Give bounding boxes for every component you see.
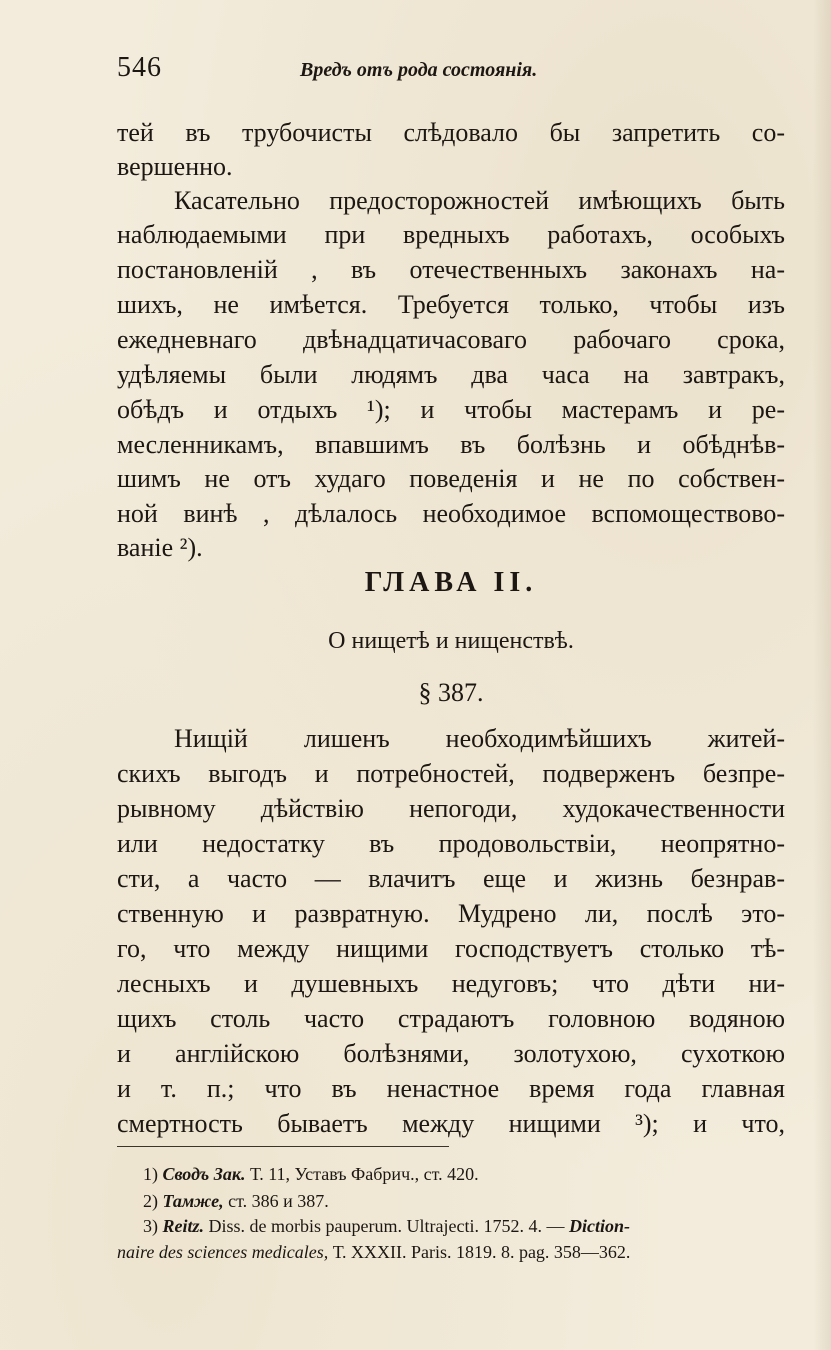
footnote-marker: 1) — [143, 1164, 158, 1184]
chapter-subtitle: О нищетѣ и нищенствѣ. — [328, 628, 574, 654]
text-line: щихъ столь часто страдаютъ головною водяною — [117, 1004, 785, 1033]
text-line: месленникамъ, впавшимъ въ болѣзнь и обѣднѣв- — [117, 430, 785, 459]
page-number: 546 — [117, 52, 162, 83]
text-line: скихъ выгодъ и потребностей, подверженъ безпре- — [117, 759, 785, 788]
running-title: Вредъ отъ рода состоянія. — [300, 59, 538, 81]
text-line: го, что между нищими господствуетъ столько тѣ- — [117, 934, 785, 963]
footnote-source-title: naire des sciences medicales, — [117, 1242, 329, 1262]
footnote-divider — [117, 1146, 449, 1147]
section-number: § 387. — [418, 678, 484, 707]
footnote-source: Reitz. — [162, 1216, 205, 1236]
text-line: смертность бываетъ между нищими ³); и что, — [117, 1109, 785, 1138]
footnote-3 — [143, 1214, 630, 1238]
text-line: или недостатку въ продовольствіи, неопрятно- — [117, 829, 785, 858]
text-line: рывному дѣйствію непогоди, худокачественности — [117, 794, 785, 823]
text-line: Касательно предосторожностей имѣющихъ быть — [174, 186, 785, 215]
chapter-title: ГЛАВА II. — [364, 567, 538, 598]
text-line: лесныхъ и душевныхъ недуговъ; что дѣти ни- — [117, 969, 785, 998]
text-line: шимъ не отъ худаго поведенія и не по собствен- — [117, 464, 785, 493]
footnote-text: Diss. de morbis pauperum. Ultrajecti. 1752. 4. — — [208, 1216, 565, 1236]
footnote-marker: 2) — [143, 1191, 158, 1211]
text-line: Нищій лишенъ необходимѣйшихъ житей- — [174, 724, 785, 753]
text-line: сти, а часто — влачитъ еще и жизнь безнрав- — [117, 864, 785, 893]
text-line: удѣляемы были людямъ два часа на завтракъ, — [117, 360, 785, 389]
footnote-source: Сводъ Зак. — [162, 1164, 246, 1184]
text-line: ной винѣ , дѣлалось необходимое вспомоществово- — [117, 499, 785, 528]
footnote-marker: 3) — [143, 1216, 158, 1236]
footnote-source: Тамже, — [162, 1191, 224, 1211]
text-line: шихъ, не имѣется. Требуется только, чтобы изъ — [117, 290, 785, 319]
text-line: и англійскою болѣзнями, золотухою, сухоткою — [117, 1039, 785, 1068]
footnote-2 — [143, 1189, 329, 1213]
footnote-3-continuation — [117, 1240, 630, 1264]
text-line: постановленій , въ отечественныхъ законахъ на- — [117, 255, 785, 284]
text-line: вершенно. — [117, 152, 233, 181]
page-header — [117, 52, 787, 88]
text-line: тей въ трубочисты слѣдовало бы запретить со- — [117, 118, 785, 147]
text-line: и т. п.; что въ ненастное время года главная — [117, 1074, 785, 1103]
footnote-text: ст. 386 и 387. — [228, 1191, 329, 1211]
text-line: ваніе ²). — [117, 533, 203, 562]
text-line: наблюдаемыми при вредныхъ работахъ, особыхъ — [117, 220, 785, 249]
text-line: обѣдъ и отдыхъ ¹); и чтобы мастерамъ и ре- — [117, 395, 785, 424]
text-line: ежедневнаго двѣнадцатичасоваго рабочаго срока, — [117, 325, 785, 354]
footnote-text: Т. 11, Уставъ Фабрич., ст. 420. — [250, 1164, 479, 1184]
footnote-1 — [143, 1162, 479, 1186]
text-line: ственную и развратную. Мудрено ли, послѣ это- — [117, 899, 785, 928]
footnote-source-title: Diction- — [568, 1216, 630, 1236]
footnote-text: Т. XXXII. Paris. 1819. 8. pag. 358—362. — [332, 1242, 631, 1262]
page-gutter-shadow — [813, 0, 831, 1350]
